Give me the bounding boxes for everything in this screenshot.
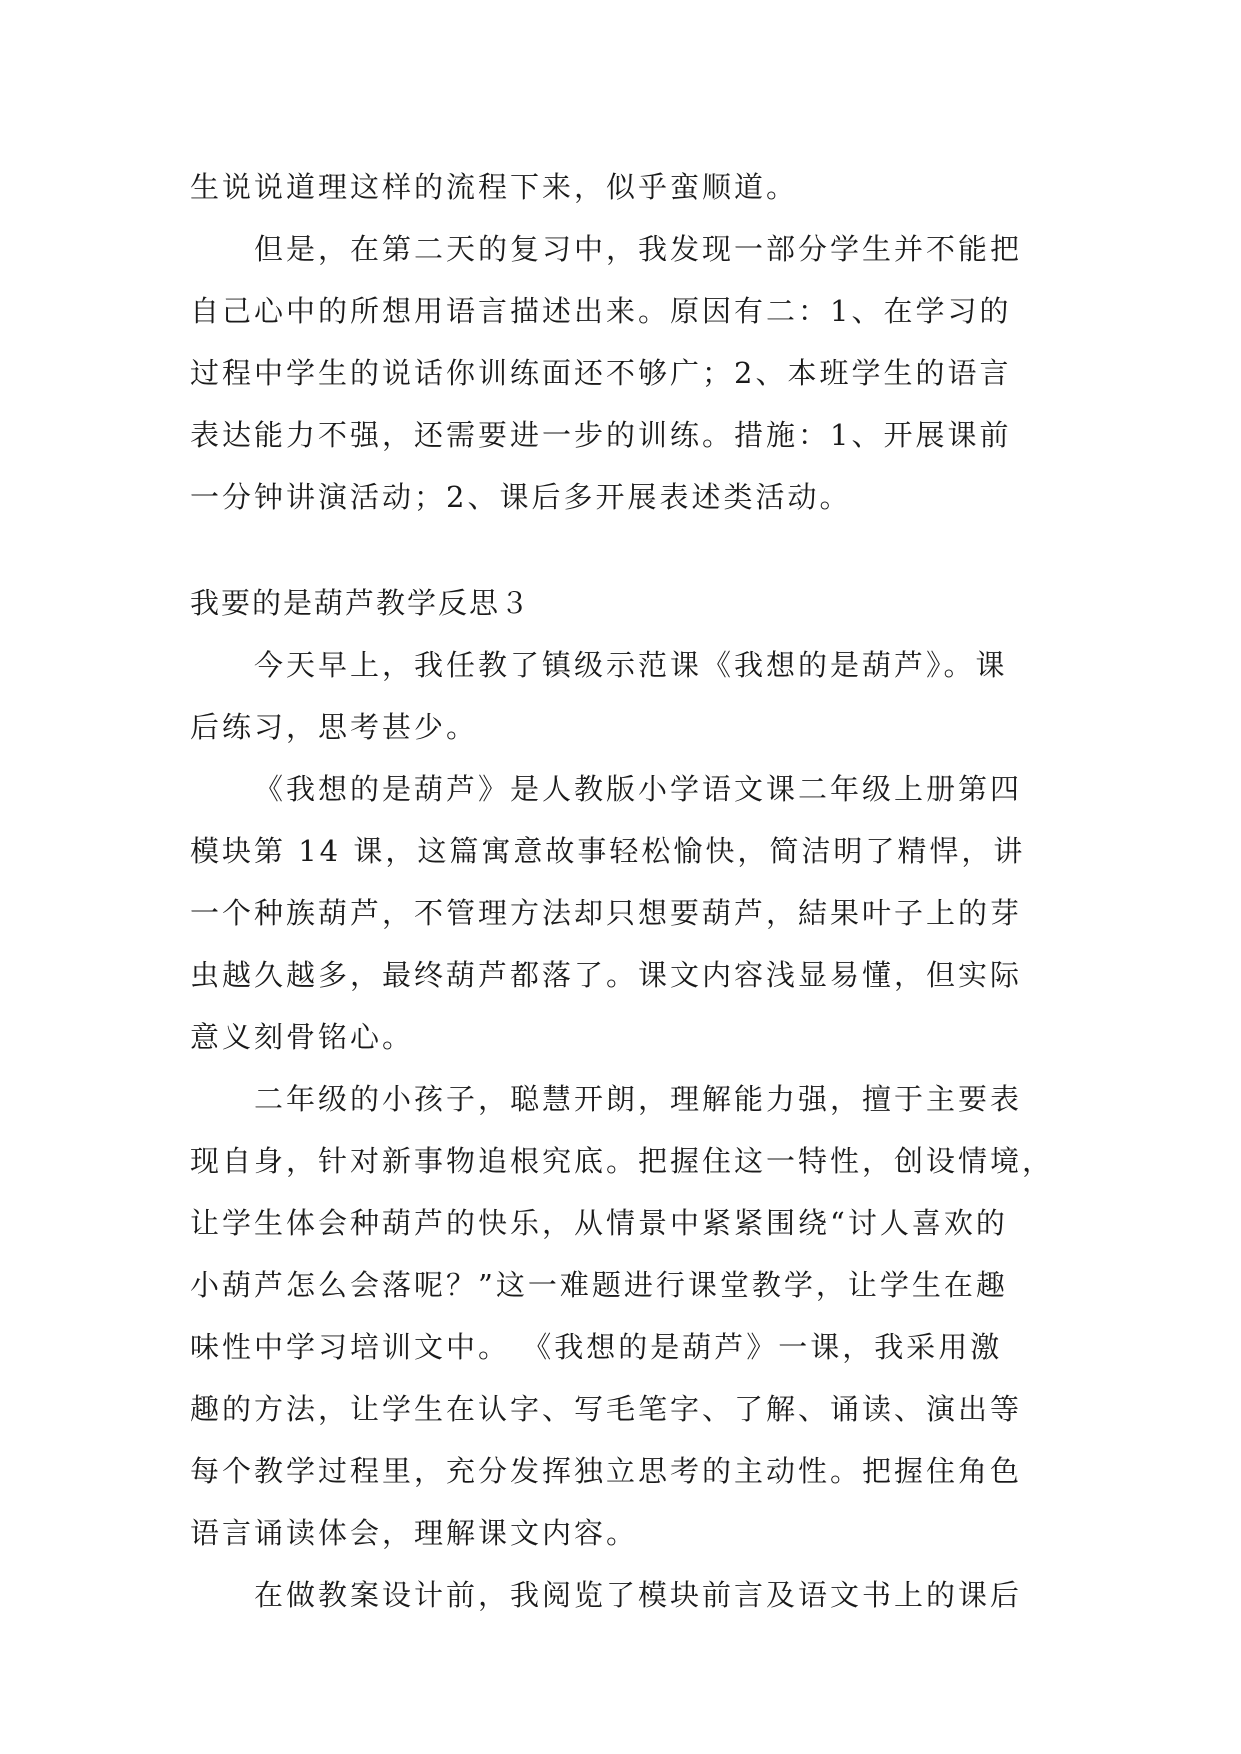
text-line: 现自身，针对新事物追根究底。把握住这一特性，创设情境， — [190, 1144, 1055, 1178]
text-line: 表达能力不强，还需要进一步的训练。措施：1、开展课前 — [190, 418, 1012, 452]
text-line: 后练习，思考甚少。 — [190, 710, 479, 744]
paragraph-first-line: 《我想的是葫芦》是人教版小学语文课二年级上册第四 — [254, 772, 1023, 806]
section-heading: 我要的是葫芦教学反思３ — [190, 586, 532, 620]
text-line: 小葫芦怎么会落呢？”这一难题进行课堂教学，让学生在趣 — [190, 1268, 1008, 1302]
paragraph-first-line: 在做教案设计前，我阅览了模块前言及语文书上的课后 — [254, 1578, 1023, 1612]
paragraph-first-line: 但是，在第二天的复习中，我发现一部分学生并不能把 — [254, 232, 1023, 266]
text-line: 语言诵读体会，理解课文内容。 — [190, 1516, 639, 1550]
text-line: 一分钟讲演活动；2、课后多开展表述类活动。 — [190, 480, 852, 514]
text-line: 味性中学习培训文中。 《我想的是葫芦》一课，我采用激 — [190, 1330, 1003, 1364]
paragraph-first-line: 今天早上，我任教了镇级示范课《我想的是葫芦》。课 — [254, 648, 1008, 682]
text-line: 自己心中的所想用语言描述出来。原因有二：1、在学习的 — [190, 294, 1012, 328]
text-line: 虫越久越多，最终葫芦都落了。课文内容浅显易懂，但实际 — [190, 958, 1023, 992]
text-line: 趣的方法，让学生在认字、写毛笔字、了解、诵读、演出等 — [190, 1392, 1023, 1426]
text-line: 每个教学过程里，充分发挥独立思考的主动性。把握住角色 — [190, 1454, 1023, 1488]
paragraph-first-line: 二年级的小孩子，聪慧开朗，理解能力强，擅于主要表 — [254, 1082, 1023, 1116]
section-gap — [190, 528, 1050, 572]
document-body — [190, 156, 1055, 1626]
text-line: 生说说道理这样的流程下来，似乎蛮顺道。 — [190, 170, 799, 204]
text-line: 一个种族葫芦，不管理方法却只想要葫芦，結果叶子上的芽 — [190, 896, 1023, 930]
text-line: 意义刻骨铭心。 — [190, 1020, 415, 1054]
text-line: 让学生体会种葫芦的快乐，从情景中紧紧围绕“讨人喜欢的 — [190, 1206, 1008, 1240]
text-line: 模块第 14 课，这篇寓意故事轻松愉快，简洁明了精悍，讲 — [190, 834, 1026, 868]
text-line: 过程中学生的说话你训练面还不够广；2、本班学生的语言 — [190, 356, 1012, 390]
